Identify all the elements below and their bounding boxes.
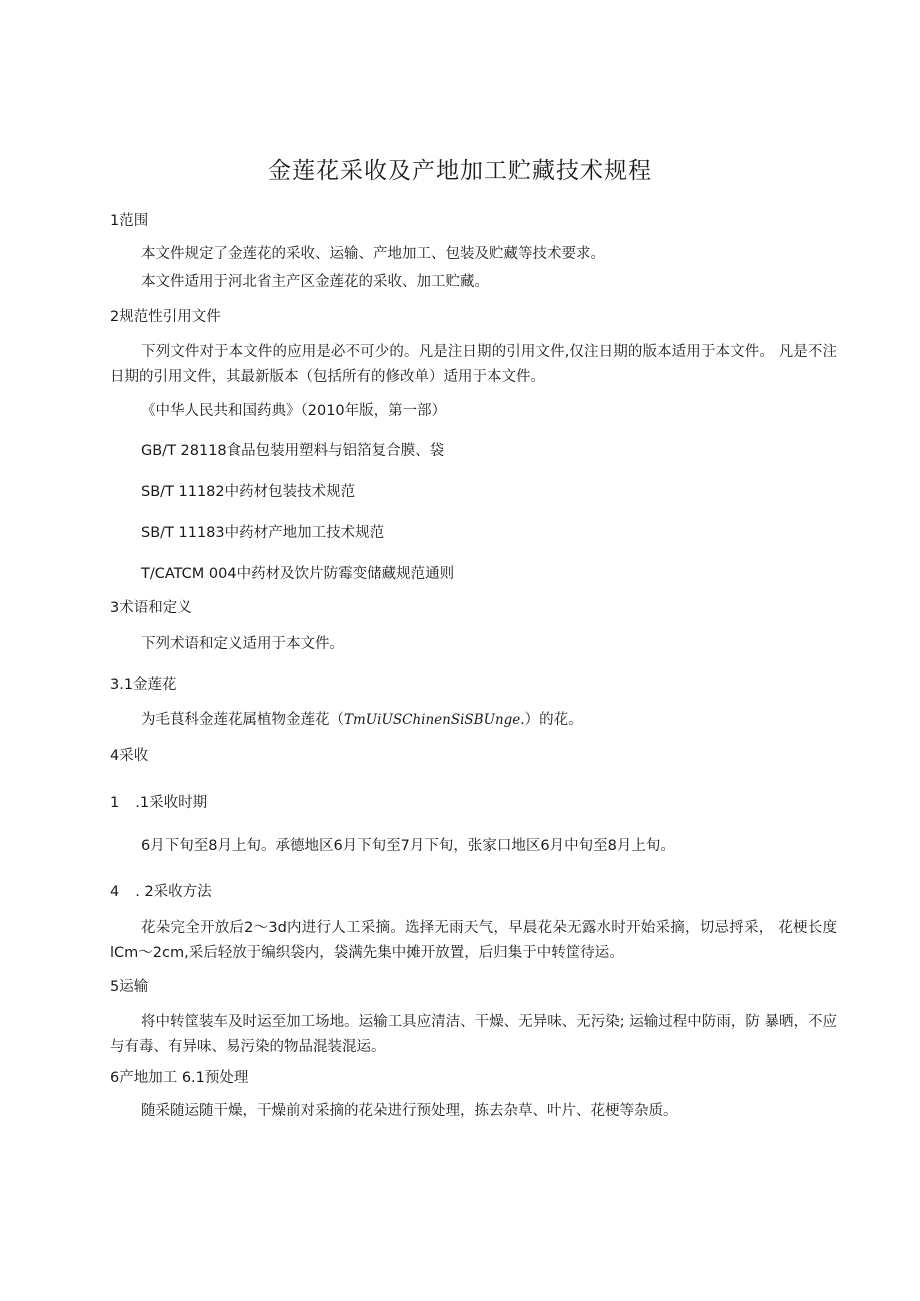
section-1-paragraph-2: 本文件适用于河北省主产区金莲花的采收、加工贮藏。 — [141, 274, 489, 290]
section-1-paragraph-1: 本文件规定了金莲花的采收、运输、产地加工、包装及贮藏等技术要求。 — [141, 246, 605, 262]
section-6-1-paragraph: 随采随运随干燥，干燥前对采摘的花朵进行预处理，拣去杂草、叶片、花梗等杂质。 — [141, 1103, 678, 1119]
section-3-1-heading: 3.1金莲花 — [110, 677, 177, 693]
section-6-heading: 6产地加工 6.1预处理 — [110, 1070, 249, 1086]
section-4-2-number: 4 — [110, 884, 120, 900]
section-4-1-heading — [110, 793, 207, 813]
section-4-2-text: 花朵完全开放后2～3d内进行人工采摘。选择无雨天气，早晨花朵无露水时开始采摘，切忌捋采， 花梗长度lCm～2cm,采后轻放于编织袋内，袋满先集中摊开放置，后归集于中转筐待运。 — [110, 920, 837, 961]
document-title: 金莲花采收及产地加工贮藏技术规程 — [268, 158, 652, 184]
definition-prefix: 为毛茛科金莲花属植物金莲花（ — [141, 712, 344, 728]
definition-paragraph — [141, 710, 583, 730]
section-4-1-title: .1采收时期 — [135, 795, 208, 811]
section-2-heading: 2规范性引用文件 — [110, 309, 221, 325]
reference-item: GB/T 28118食品包装用塑料与铝箔复合膜、袋 — [141, 443, 445, 459]
section-4-1-number: 1 — [110, 795, 120, 811]
reference-item: SB/T 11182中药材包装技术规范 — [141, 484, 356, 500]
reference-item: 《中华人民共和国药典》（2010年版，第一部） — [141, 403, 447, 419]
section-1-heading: 1范围 — [110, 213, 149, 229]
reference-item: T/CATCM 004中药材及饮片防霉变储藏规范通则 — [141, 566, 455, 582]
definition-suffix: ）的花。 — [524, 712, 583, 728]
section-3-paragraph: 下列术语和定义适用于本文件。 — [141, 636, 344, 652]
section-3-heading: 3术语和定义 — [110, 600, 192, 616]
reference-item: SB/T 11183中药材产地加工技术规范 — [141, 525, 385, 541]
section-4-2-title: . 2采收方法 — [135, 884, 212, 900]
section-4-heading: 4采收 — [110, 748, 149, 764]
section-4-2-heading — [110, 882, 212, 902]
section-2-paragraph: 下列文件对于本文件的应用是必不可少的。凡是注日期的引用文件,仅注日期的版本适用于本文件。 凡是不注日期的引用文件，其最新版本（包括所有的修改单）适用于本文件。 — [110, 344, 837, 385]
section-5-heading: 5运输 — [110, 979, 149, 995]
section-4-1-text: 6月下旬至8月上旬。承德地区6月下旬至7月下旬，张家口地区6月中旬至8月上旬。 — [141, 838, 675, 854]
section-5-paragraph: 将中转筐装车及时运至加工场地。运输工具应清洁、干燥、无异味、无污染; 运输过程中防雨，防 暴晒，不应与有毒、有异味、易污染的物品混装混运。 — [110, 1014, 837, 1055]
definition-latin-name: TmUiUSChinenSiSBUnge. — [344, 712, 525, 728]
